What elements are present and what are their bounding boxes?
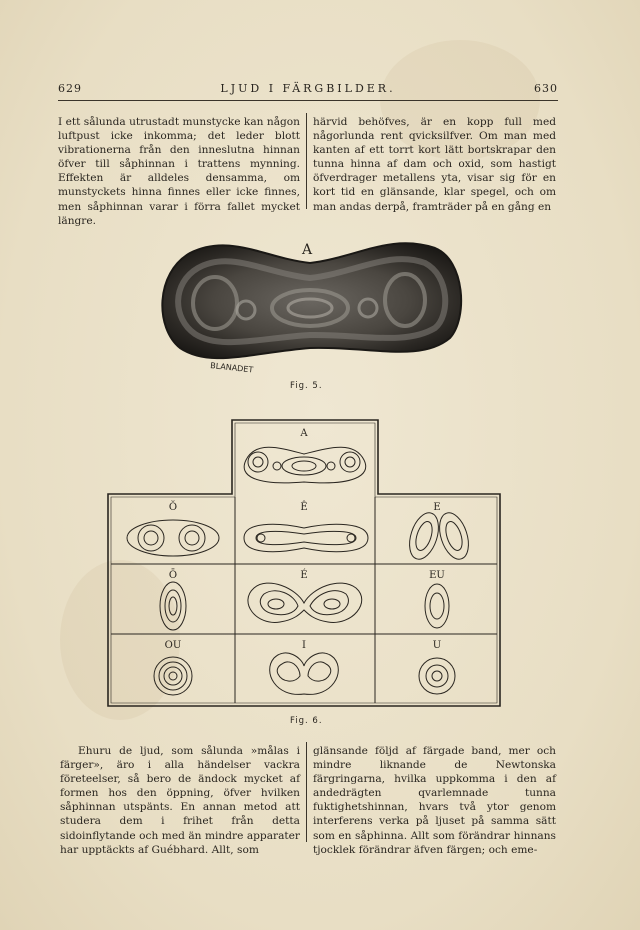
engraver-signature: BLANADET — [209, 361, 254, 375]
column-divider — [306, 113, 307, 209]
cell-label: I — [302, 640, 306, 651]
pattern-e — [404, 509, 474, 563]
paragraph: glänsande följd af färgade band, mer och mindre liknande de Newtonska färgringarna, hvilka uppkomma i den af andedrägten qvarlemnade tunna fuktighetshinnan, hvars två ytor genom interferens verka på ljuset på samma sätt som en såphinna. Allt som förändrar hinnans tjocklek förändrar äfven färgen; och eme- — [313, 745, 556, 856]
figure-5-illustration — [150, 228, 470, 378]
cell-label: U — [432, 640, 442, 651]
cell-label: É — [300, 570, 308, 581]
pattern-o-breve — [127, 520, 219, 556]
text-column-bottom-right — [313, 744, 556, 857]
cell-label: EU — [429, 570, 445, 581]
figure-5-caption: Fig. 5. — [290, 381, 323, 391]
pattern-e-acute — [248, 583, 362, 622]
cell-label: E — [433, 502, 441, 513]
page-number-left: 629 — [58, 82, 82, 95]
header-rule — [58, 100, 558, 101]
pattern-a — [244, 447, 366, 483]
pattern-ou — [154, 657, 192, 695]
pattern-i — [270, 653, 339, 694]
page-number-right: 630 — [534, 82, 558, 95]
cell-label: Ŏ — [168, 502, 178, 513]
text-column-top-right — [313, 115, 556, 214]
cell-label: OU — [164, 640, 182, 651]
pattern-eu — [425, 584, 449, 628]
pattern-o-macron — [160, 582, 186, 630]
figure-6-top-label: A — [300, 428, 308, 439]
paragraph: Ehuru de ljud, som sålunda »målas i färger», äro i alla händelser vackra företeelser, så bero de ändock mycket af formen hos den öppning, öfver hvilken såphinnan utspänts. En annan metod att studera dem i frihet från detta sidoinflytande och med än mindre apparater har upptäckts af Guébhard. Allt, som — [60, 745, 300, 856]
running-title: LJUD I FÄRGBILDER. — [220, 82, 396, 95]
paragraph: härvid behöfves, är en kopp full med någorlunda rent qvicksilfver. Om man med kanten af ett torrt kort lätt bortskrapar den tunna hinna af dam och oxid, som hastigt öfverdrager metallens yta, visar sig för en kort tid en glänsande, klar spegel, och om man andas derpå, framträder på en gång en — [313, 116, 556, 213]
text-column-top-left — [58, 115, 300, 228]
figure-6-diagram — [106, 418, 502, 708]
running-header — [58, 82, 558, 98]
cell-label: Ê — [300, 502, 308, 513]
pattern-e-circumflex — [244, 524, 368, 551]
figure-5-label: A — [302, 242, 313, 258]
column-divider — [306, 742, 307, 842]
paragraph: I ett sålunda utrustadt munstycke kan någon luftpust icke inkomma; det leder blott vibrationerna från den inneslutna hinnan öfver till såphinnan i trattens mynning. Effekten är alldeles densamma, om munstyckets hinna finnes eller icke finnes, men såphinnan varar i förra fallet mycket längre. — [58, 116, 300, 227]
pattern-u — [419, 658, 455, 694]
text-column-bottom-left — [60, 744, 300, 857]
cell-label: Ō — [168, 570, 178, 581]
figure-6-caption: Fig. 6. — [290, 716, 323, 726]
